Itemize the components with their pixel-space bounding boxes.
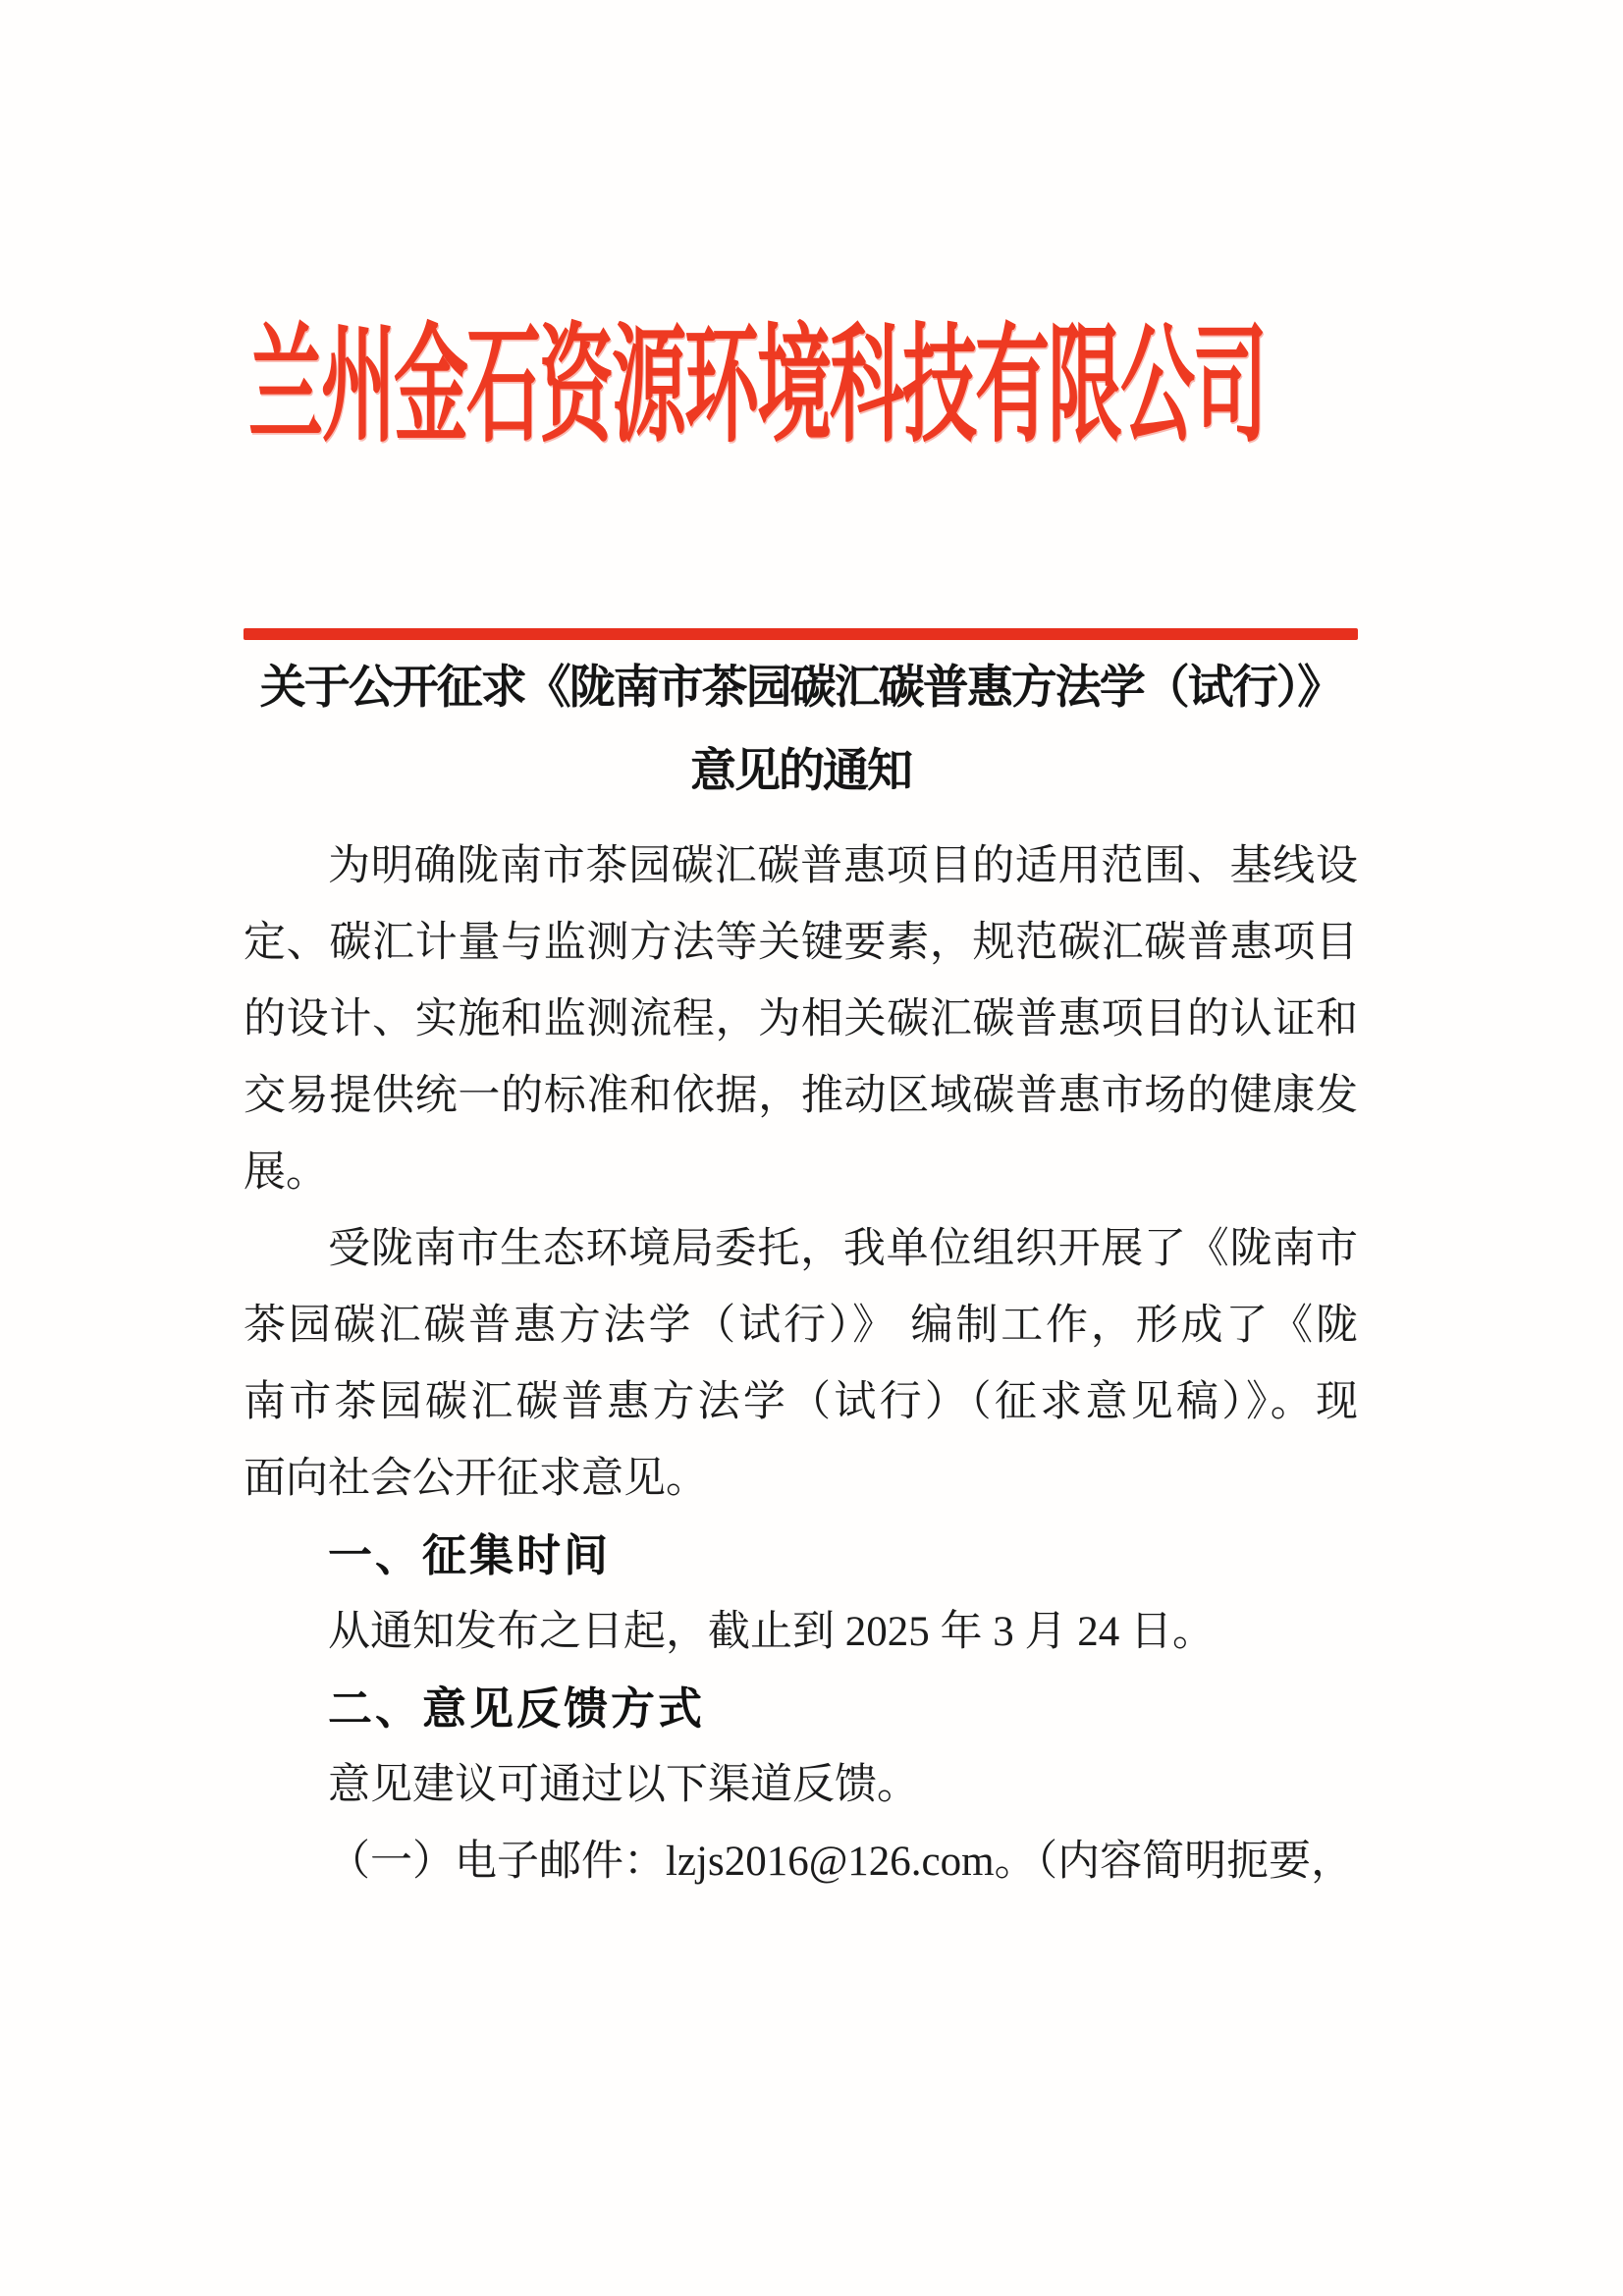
body-line: 交易提供统一的标准和依据，推动区域碳普惠市场的健康发 (243, 1073, 1358, 1119)
body-line: 的设计、实施和监测流程，为相关碳汇碳普惠项目的认证和 (243, 996, 1358, 1042)
body-line: 面向社会公开征求意见。 (243, 1456, 708, 1502)
body-line: 展。 (243, 1149, 328, 1196)
body-line: 为明确陇南市茶园碳汇碳普惠项目的适用范围、基线设 (328, 843, 1358, 889)
body-line: 南市茶园碳汇碳普惠方法学（试行）（征求意见稿）》。现 (243, 1379, 1358, 1425)
body-line: 茶园碳汇碳普惠方法学（试行）》 编制工作，形成了《陇 (243, 1303, 1358, 1349)
letterhead-company-name: 兰州金石资源环境科技有限公司 (248, 316, 1266, 458)
notice-title (243, 647, 1358, 814)
notice-title-line-2: 意见的通知 (690, 746, 911, 797)
section-heading-feedback-method: 二、意见反馈方式 (328, 1683, 706, 1734)
notice-body (243, 828, 1358, 1900)
body-line: 定、碳汇计量与监测方法等关键要素，规范碳汇碳普惠项目 (243, 920, 1358, 966)
body-line-deadline: 从通知发布之日起，截止到 2025 年 3 月 24 日。 (328, 1609, 1215, 1655)
body-line-email: （一）电子邮件：lzjs2016@126.com。（内容简明扼要， (328, 1839, 1354, 1885)
letterhead-divider-line (243, 628, 1358, 640)
notice-title-line-1: 关于公开征求《陇南市茶园碳汇碳普惠方法学（试行）》 (259, 663, 1342, 714)
section-heading-collection-time: 一、征集时间 (328, 1530, 612, 1580)
body-line: 意见建议可通过以下渠道反馈。 (328, 1762, 919, 1808)
body-line: 受陇南市生态环境局委托，我单位组织开展了《陇南市 (328, 1226, 1358, 1272)
